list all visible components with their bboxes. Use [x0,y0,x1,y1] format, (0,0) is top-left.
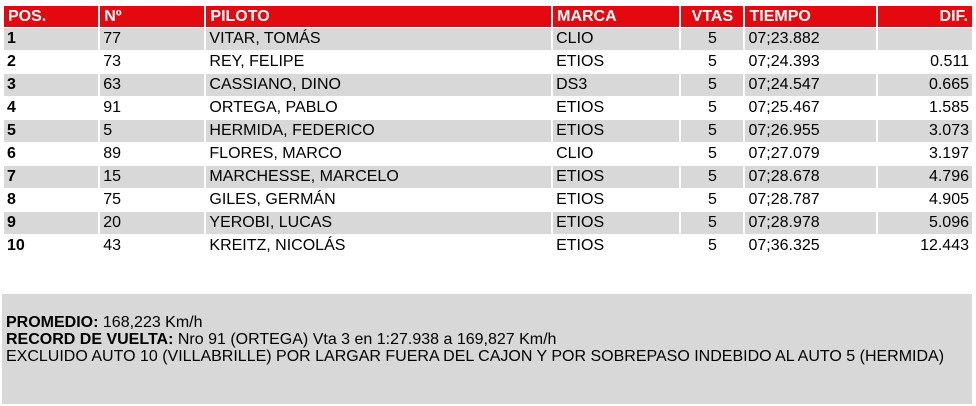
header-number: Nº [100,6,204,27]
row-laps: 5 [681,28,743,50]
row-diff: 4.796 [878,166,972,188]
row-pilot: REY, FELIPE [209,53,305,70]
row-time: 07;25.467 [748,99,820,116]
row-time: 07;24.547 [745,74,875,96]
row-laps: 5 [707,145,717,162]
row-pilot: YEROBI, LUCAS [206,212,551,234]
row-laps: 5 [707,53,717,70]
header-brand: MARCA [553,6,679,27]
row-diff: 3.073 [878,120,972,142]
row-brand: ETIOS [556,191,605,208]
row-time: 07;23.882 [745,28,875,50]
row-time: 07;27.079 [748,145,820,162]
header-diff: DIF. [878,6,972,27]
row-number: 75 [103,191,121,208]
row-pilot: GILES, GERMÁN [209,191,336,208]
row-brand: ETIOS [553,166,679,188]
row-time: 07;28.978 [745,212,875,234]
average-line [6,314,968,331]
results-table [2,5,974,258]
row-number: 20 [100,212,204,234]
row-number: 89 [103,145,121,162]
average-label: PROMEDIO: [6,314,99,331]
row-diff: 5.096 [878,212,972,234]
row-brand: DS3 [553,74,679,96]
row-number: 43 [103,237,121,254]
row-diff [878,28,972,50]
lap-record-label: RECORD DE VUELTA: [6,331,174,348]
table-row [4,235,972,257]
row-laps: 5 [707,237,717,254]
row-pilot: CASSIANO, DINO [206,74,551,96]
row-pos: 5 [4,120,98,142]
row-number: 77 [100,28,204,50]
row-laps: 5 [681,212,743,234]
table-row [4,212,972,234]
table-row [4,28,972,50]
row-brand: CLIO [556,145,594,162]
row-diff: 0.511 [930,53,969,70]
table-row [4,189,972,211]
row-diff: 3.197 [928,145,969,162]
row-pos: 3 [4,74,98,96]
race-notes [2,294,972,404]
row-number: 91 [103,99,121,116]
header-laps: VTAS [681,6,743,27]
row-pos: 4 [7,99,16,116]
row-laps: 5 [707,99,717,116]
row-pilot: MARCHESSE, MARCELO [206,166,551,188]
header-pilot: PILOTO [206,6,551,27]
row-diff: 0.665 [878,74,972,96]
header-row [4,6,972,27]
row-laps: 5 [681,120,743,142]
row-laps: 5 [681,166,743,188]
results-body [4,28,972,257]
table-row [4,97,972,119]
row-brand: ETIOS [553,120,679,142]
table-row [4,74,972,96]
row-number: 5 [100,120,204,142]
table-row [4,143,972,165]
row-brand: CLIO [553,28,679,50]
row-pos: 6 [7,145,16,162]
row-number: 15 [100,166,204,188]
row-brand: ETIOS [556,53,605,70]
exclusion-note: EXCLUIDO AUTO 10 (VILLABRILLE) POR LARGAR FUERA DEL CAJON Y POR SOBREPASO INDEBIDO AL AUTO 5 (HERMIDA) [6,348,945,365]
row-pos: 7 [4,166,98,188]
row-brand: ETIOS [556,99,605,116]
row-time: 07;26.955 [745,120,875,142]
row-diff: 1.585 [928,99,969,116]
lap-record-line [6,331,968,348]
row-pilot: VITAR, TOMÁS [206,28,551,50]
row-time: 07;28.678 [745,166,875,188]
row-pilot: HERMIDA, FEDERICO [206,120,551,142]
row-diff: 12.443 [920,237,969,254]
row-brand: ETIOS [556,237,605,254]
header-pos: POS. [4,6,98,27]
row-pos: 8 [7,191,16,208]
average-value: 168,223 Km/h [98,314,203,331]
row-diff: 4.905 [928,191,969,208]
row-brand: ETIOS [553,212,679,234]
row-pos: 1 [4,28,98,50]
table-row [4,166,972,188]
row-laps: 5 [707,191,717,208]
row-laps: 5 [681,74,743,96]
table-row [4,120,972,142]
row-pos: 10 [7,237,25,254]
row-pos: 9 [4,212,98,234]
row-pilot: FLORES, MARCO [209,145,342,162]
row-time: 07;36.325 [748,237,820,254]
row-pilot: KREITZ, NICOLÁS [209,237,346,254]
row-pilot: ORTEGA, PABLO [209,99,338,116]
table-row [4,51,972,73]
row-time: 07;28.787 [748,191,820,208]
header-time: TIEMPO [745,6,875,27]
lap-record-value: Nro 91 (ORTEGA) Vta 3 en 1:27.938 a 169,827 Km/h [173,331,557,348]
row-number: 73 [103,53,121,70]
row-time: 07;24.393 [748,53,820,70]
row-pos: 2 [7,53,16,70]
row-number: 63 [100,74,204,96]
